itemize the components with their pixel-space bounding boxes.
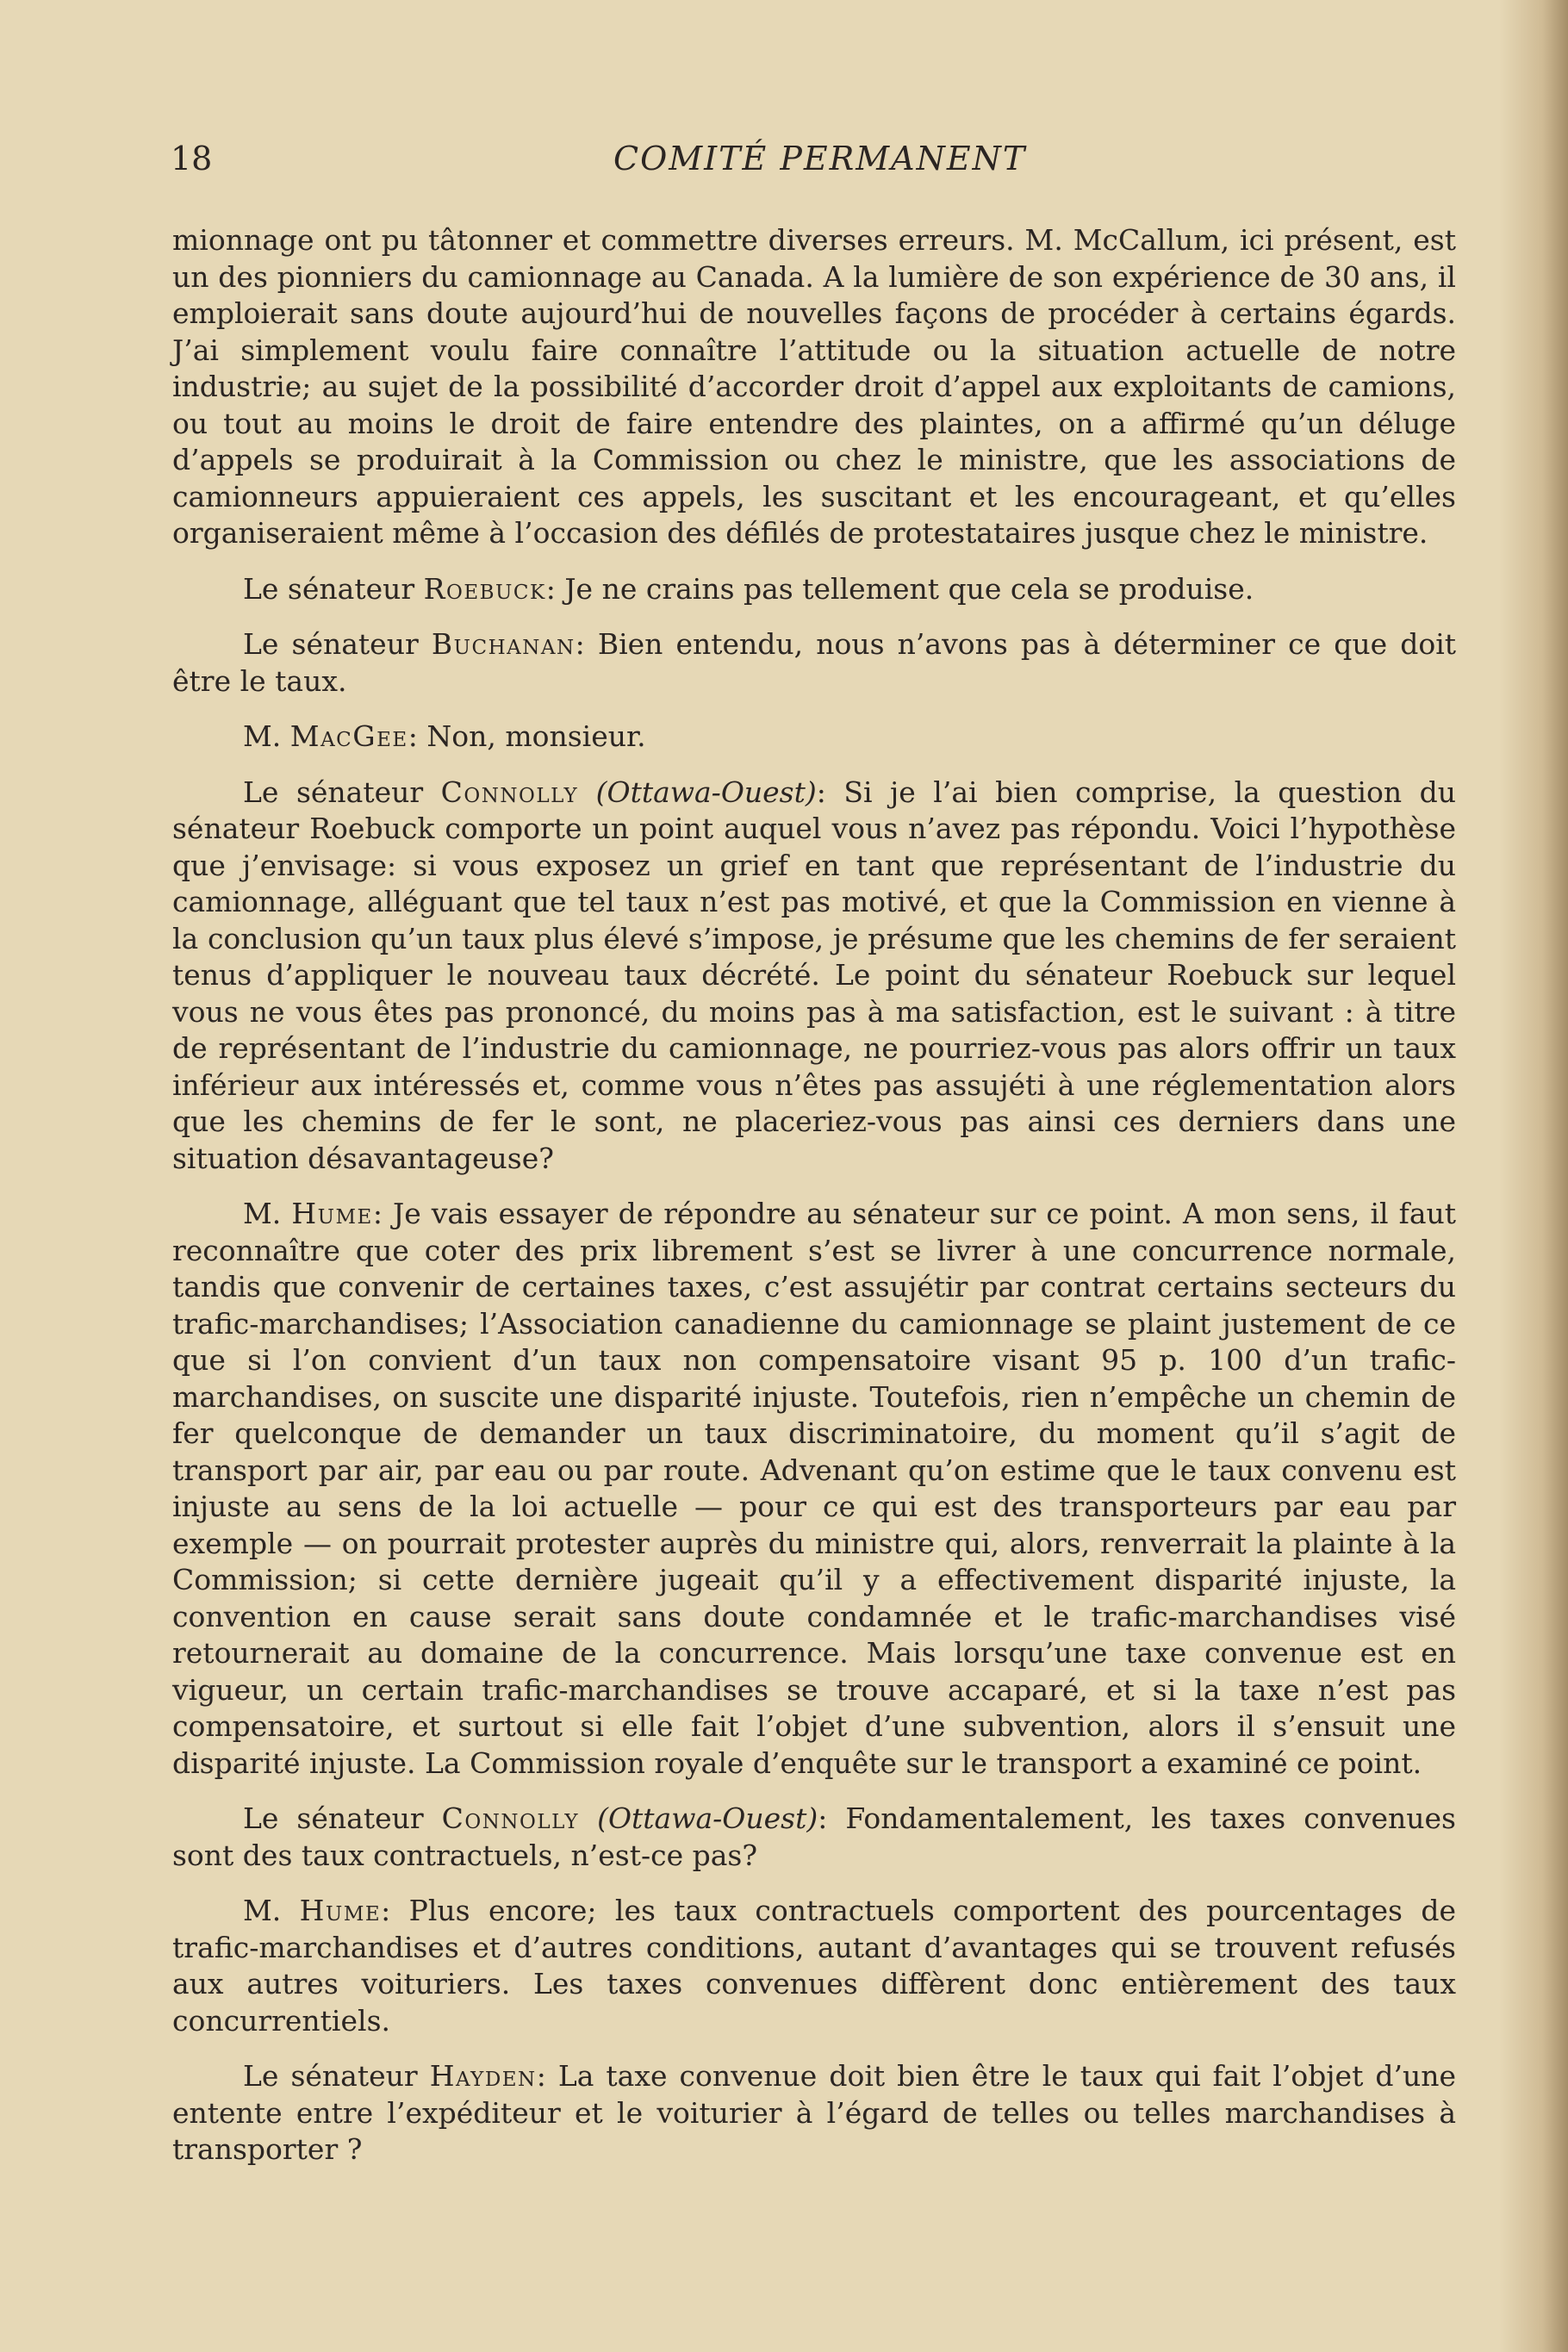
speech-roebuck: Le sénateur Roebuck: Je ne crains pas tellement que cela se produise. <box>243 571 1254 606</box>
speech-connolly: Le sénateur Connolly (Ottawa-Ouest): Si je l’ai bien comprise, la question du sénateur Roebuck comporte un point auquel vous n’avez pas répondu. Voici l’hypothèse que j’envisage: si vous exposez un grief en tant que représentant de l’industrie du camionnage, alléguant que tel taux n’est pas motivé, et que la Commission en vienne à la conclusion qu’un taux plus élevé s’impose, je présume que les chemins de fer seraient tenus d’appliquer le nouveau taux décrété. Le point du sénateur Roebuck sur lequel vous ne vous êtes pas prononcé, du moins pas à ma satisfaction, est le suivant : à titre de représentant de l’industrie du camionnage, ne pourriez-vous pas alors offrir un taux inférieur aux intéressés et, comme vous n’êtes pas assujéti à une réglementation alors que les chemins de fer le sont, ne placeriez-vous pas ainsi ces derniers dans une situation désavantageuse? <box>172 775 1456 1175</box>
page-header <box>171 140 1463 183</box>
speaker-name: Connolly <box>441 1801 580 1835</box>
speech-connolly: Le sénateur Connolly (Ottawa-Ouest): Fondamentalement, les taxes convenues sont des taux contractuels, n’est-ce pas? <box>172 1801 1456 1872</box>
speech-macgee: M. MacGee: Non, monsieur. <box>243 719 646 753</box>
speaker-name: Connolly <box>440 775 579 809</box>
speaker-name: MacGee <box>289 719 408 753</box>
speaker-name: Hayden <box>429 2059 537 2093</box>
speaker-name: Buchanan <box>431 627 576 661</box>
speech-buchanan: Le sénateur Buchanan: Bien entendu, nous n’avons pas à déterminer ce que doit être le taux. <box>172 627 1457 698</box>
speech-hume: M. Hume: Plus encore; les taux contractuels comportent des pourcentages de trafic-marchandises et d’autres conditions, autant d’avantages qui se trouvent refusés aux autres voituriers. Les taxes convenues diffèrent donc entièrement des taux concurrentiels. <box>172 1894 1456 2038</box>
speaker-name: Hume <box>291 1197 373 1230</box>
speech-hume: M. Hume: Je vais essayer de répondre au sénateur sur ce point. A mon sens, il faut reconnaître que coter des prix librement s’est se livrer à une concurrence normale, tandis que convenir de certaines taxes, c’est assujétir par contrat certains secteurs du trafic-marchandises; l’Association canadienne du camionnage se plaint justement de ce que si l’on convient d’un taux non compensatoire visant 95 p. 100 d’un trafic-marchandises, on suscite une disparité injuste. Toutefois, rien n’empêche un chemin de fer quelconque de demander un taux discriminatoire, du moment qu’il s’agit de transport par air, par eau ou par route. Advenant qu’on estime que le taux convenu est injuste au sens de la loi actuelle — pour ce qui est des transporteurs par eau par exemple — on pourrait protester auprès du ministre qui, alors, renverrait la plainte à la Commission; si cette dernière jugeait qu’il y a effectivement disparité injuste, la convention en cause serait sans doute condamnée et le trafic-marchandises visé retournerait au domaine de la concurrence. Mais lorsqu’une taxe convenue est en vigueur, un certain trafic-marchandises se trouve accaparé, et si la taxe n’est pas compensatoire, et surtout si elle fait l’objet d’une subvention, alors il s’ensuit une disparité injuste. La Commission royale d’enquête sur le transport a examiné ce point. <box>172 1197 1457 1780</box>
page-number: 18 <box>171 140 213 177</box>
speaker-name: Hume <box>299 1894 382 1927</box>
speech-hayden: Le sénateur Hayden: La taxe convenue doit bien être le taux qui fait l’objet d’une entente entre l’expéditeur et le voiturier à l’égard de telles ou telles marchandises à transporter ? <box>172 2059 1456 2166</box>
transcript-body <box>172 222 1456 2187</box>
speaker-riding: (Ottawa-Ouest) <box>595 775 817 809</box>
running-title: COMITÉ PERMANENT <box>613 140 1027 177</box>
speaker-riding: (Ottawa-Ouest) <box>597 1801 818 1835</box>
paragraph-continuation: mionnage ont pu tâtonner et commettre diverses erreurs. M. McCallum, ici présent, est un des pionniers du camionnage au Canada. A la lumière de son expérience de 30 ans, il emploierait sans doute aujourd’hui de nouvelles façons de procéder à certains égards. J’ai simplement voulu faire connaître l’attitude ou la situation actuelle de notre industrie; au sujet de la possibilité d’accorder droit d’appel aux exploitants de camions, ou tout au moins le droit de faire entendre des plaintes, on a affirmé qu’un déluge d’appels se produirait à la Commission ou chez le ministre, que les associations de camionneurs appuieraient ces appels, les suscitant et les encourageant, et qu’elles organiseraient même à l’occasion des défilés de protestataires jusque chez le ministre. <box>172 223 1456 550</box>
speaker-name: Roebuck <box>423 571 546 606</box>
